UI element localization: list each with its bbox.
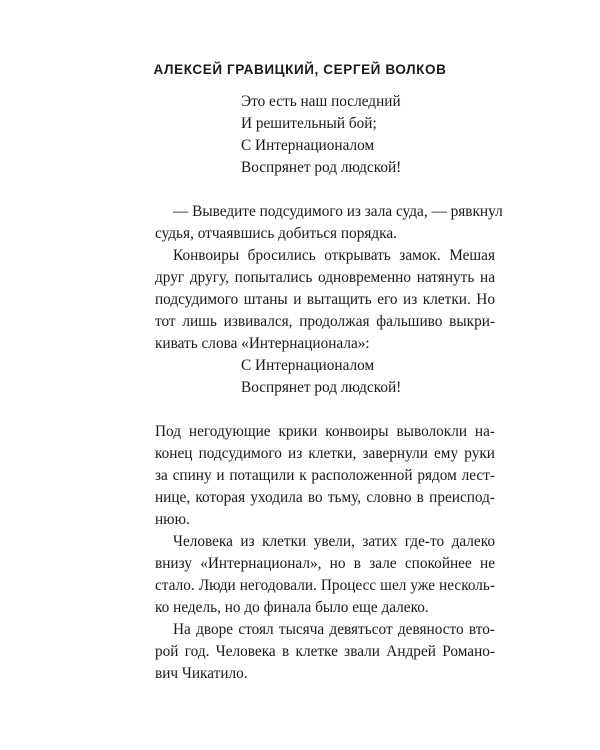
verse-line: С Интернационалом <box>241 137 375 154</box>
paragraph-line: судья, отчаявшись добиться порядка. <box>155 225 397 242</box>
paragraph-line: Под негодующие крики конвоиры выволокли на- <box>155 423 495 440</box>
verse-line: С Интернационалом <box>241 357 375 374</box>
paragraph-line: — Выведите подсудимого из зала суда, — рявкнул <box>173 203 503 220</box>
paragraph-line: На дворе стоял тысяча девятьсот девяносто вто- <box>173 621 495 638</box>
paragraph-line: Человека из клетки увели, затих где-то далеко <box>173 533 495 550</box>
paragraph-line: кивать слова «Интернационала»: <box>155 335 370 352</box>
paragraph-line: Конвоиры бросились открывать замок. Мешая <box>173 247 495 264</box>
paragraph-line: подсудимого штаны и вытащить его из клетки. Но <box>155 291 495 308</box>
verse-line: Воспрянет род людской! <box>241 379 402 396</box>
verse-line: И решительный бой; <box>241 115 377 132</box>
paragraph-line: рой год. Человека в клетке звали Андрей Романо- <box>155 643 495 660</box>
paragraph-line: вич Чикатило. <box>155 665 248 682</box>
paragraph-line: друг другу, попытались одновременно натянуть на <box>155 269 495 286</box>
verse-line: Воспрянет род людской! <box>241 159 402 176</box>
paragraph-line: нице, которая уходила во тьму, словно в преиспод- <box>155 489 495 506</box>
paragraph-line: нюю. <box>155 511 190 528</box>
paragraph-line: тот лишь извивался, продолжая фальшиво выкри- <box>155 313 495 330</box>
paragraph-line: внизу «Интернационал», но в зале спокойнее не <box>155 555 495 572</box>
paragraph-line: ко недель, но до финала было еще далеко. <box>155 599 429 616</box>
running-header: АЛЕКСЕЙ ГРАВИЦКИЙ, СЕРГЕЙ ВОЛКОВ <box>153 62 447 77</box>
paragraph-line: конец подсудимого из клетки, завернули ему руки <box>155 445 495 462</box>
verse-line: Это есть наш последний <box>241 93 401 110</box>
paragraph-line: за спину и потащили к расположенной рядом лест- <box>155 467 495 484</box>
paragraph-line: стало. Люди негодовали. Процесс шел уже несколь- <box>155 577 495 594</box>
